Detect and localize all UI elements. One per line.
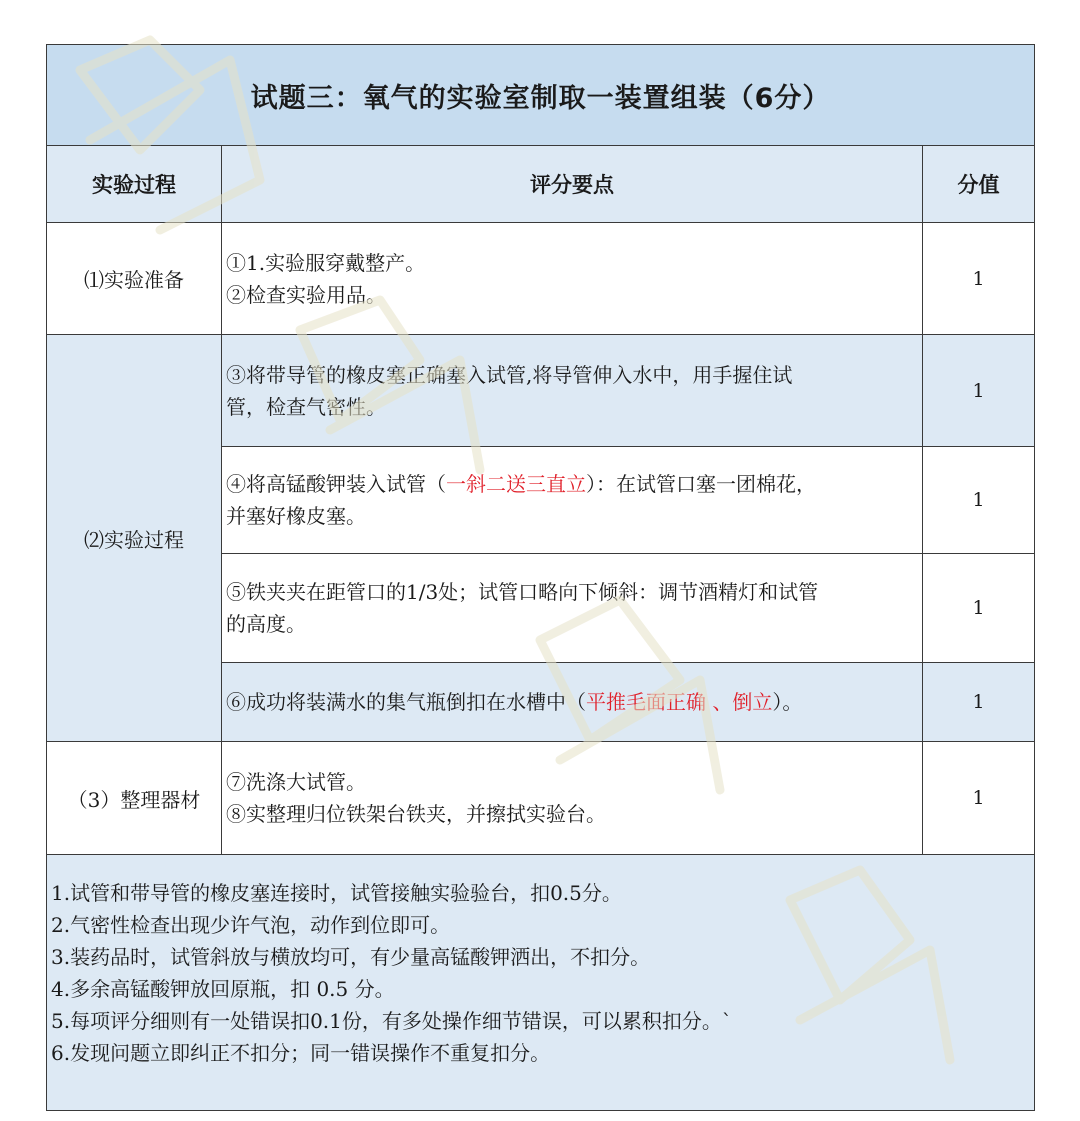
header-points: 评分要点	[222, 146, 923, 223]
point-line: ⑤铁夹夹在距管口的1/3处；试管口略向下倾斜：调节酒精灯和试管	[226, 580, 819, 604]
point-line: ⑦洗涤大试管。	[226, 770, 366, 794]
note-line: 2.气密性检查出现少许气泡，动作到位即可。	[51, 913, 451, 937]
score-value: 1	[923, 447, 1035, 554]
page-title: 试题三：氧气的实验室制取一装置组装（6分）	[47, 45, 1035, 146]
scoring-point	[222, 447, 923, 554]
note-line: 1.试管和带导管的橡皮塞连接时，试管接触实验验台，扣0.5分。	[51, 881, 622, 905]
highlight-text: 一斜二送三直立	[446, 472, 586, 496]
point-text: ⑥成功将装满水的集气瓶倒扣在水槽中（	[226, 690, 586, 714]
score-value: 1	[923, 742, 1035, 855]
score-value: 1	[923, 223, 1035, 335]
point-text: ④将高锰酸钾装入试管（	[226, 472, 446, 496]
scoring-point	[222, 223, 923, 335]
point-line	[226, 686, 914, 718]
score-value: 1	[923, 554, 1035, 663]
note-line: 3.装药品时，试管斜放与横放均可，有少量高锰酸钾洒出，不扣分。	[51, 945, 651, 969]
point-line: ②检查实验用品。	[226, 282, 386, 307]
point-line	[226, 468, 914, 500]
stage-cleanup: （3）整理器材	[47, 742, 222, 855]
highlight-text: 平推毛面正确 、倒立	[586, 690, 773, 714]
table-row	[47, 335, 1035, 447]
note-line: 5.每项评分细则有一处错误扣0.1份，有多处操作细节错误，可以累积扣分。`	[51, 1009, 732, 1033]
point-text: ）。	[772, 690, 803, 714]
scoring-point	[222, 335, 923, 447]
header-score: 分值	[923, 146, 1035, 223]
scoring-point	[222, 742, 923, 855]
scoring-table	[46, 44, 1035, 1111]
point-text: ）：在试管口塞一团棉花，	[586, 472, 816, 496]
point-line: ⑧实整理归位铁架台铁夹，并擦拭实验台。	[226, 802, 606, 826]
table-row	[47, 223, 1035, 335]
point-line: 并塞好橡皮塞。	[226, 504, 366, 528]
point-line: 管，检查气密性。	[226, 394, 386, 419]
score-value: 1	[923, 663, 1035, 742]
note-line: 6.发现问题立即纠正不扣分；同一错误操作不重复扣分。	[51, 1041, 551, 1065]
notes-section	[47, 855, 1035, 1111]
header-stage: 实验过程	[47, 146, 222, 223]
table-row	[47, 742, 1035, 855]
scoring-point	[222, 554, 923, 663]
scoring-point	[222, 663, 923, 742]
stage-preparation: ⑴实验准备	[47, 223, 222, 335]
score-value: 1	[923, 335, 1035, 447]
note-line: 4.多余高锰酸钾放回原瓶，扣 0.5 分。	[51, 977, 395, 1001]
stage-process: ⑵实验过程	[47, 335, 222, 742]
point-line: ③将带导管的橡皮塞正确塞入试管,将导管伸入水中，用手握住试	[226, 362, 793, 387]
point-line: 的高度。	[226, 612, 306, 636]
point-line: ①1.实验服穿戴整产。	[226, 250, 426, 275]
scoring-sheet	[46, 44, 1034, 1090]
